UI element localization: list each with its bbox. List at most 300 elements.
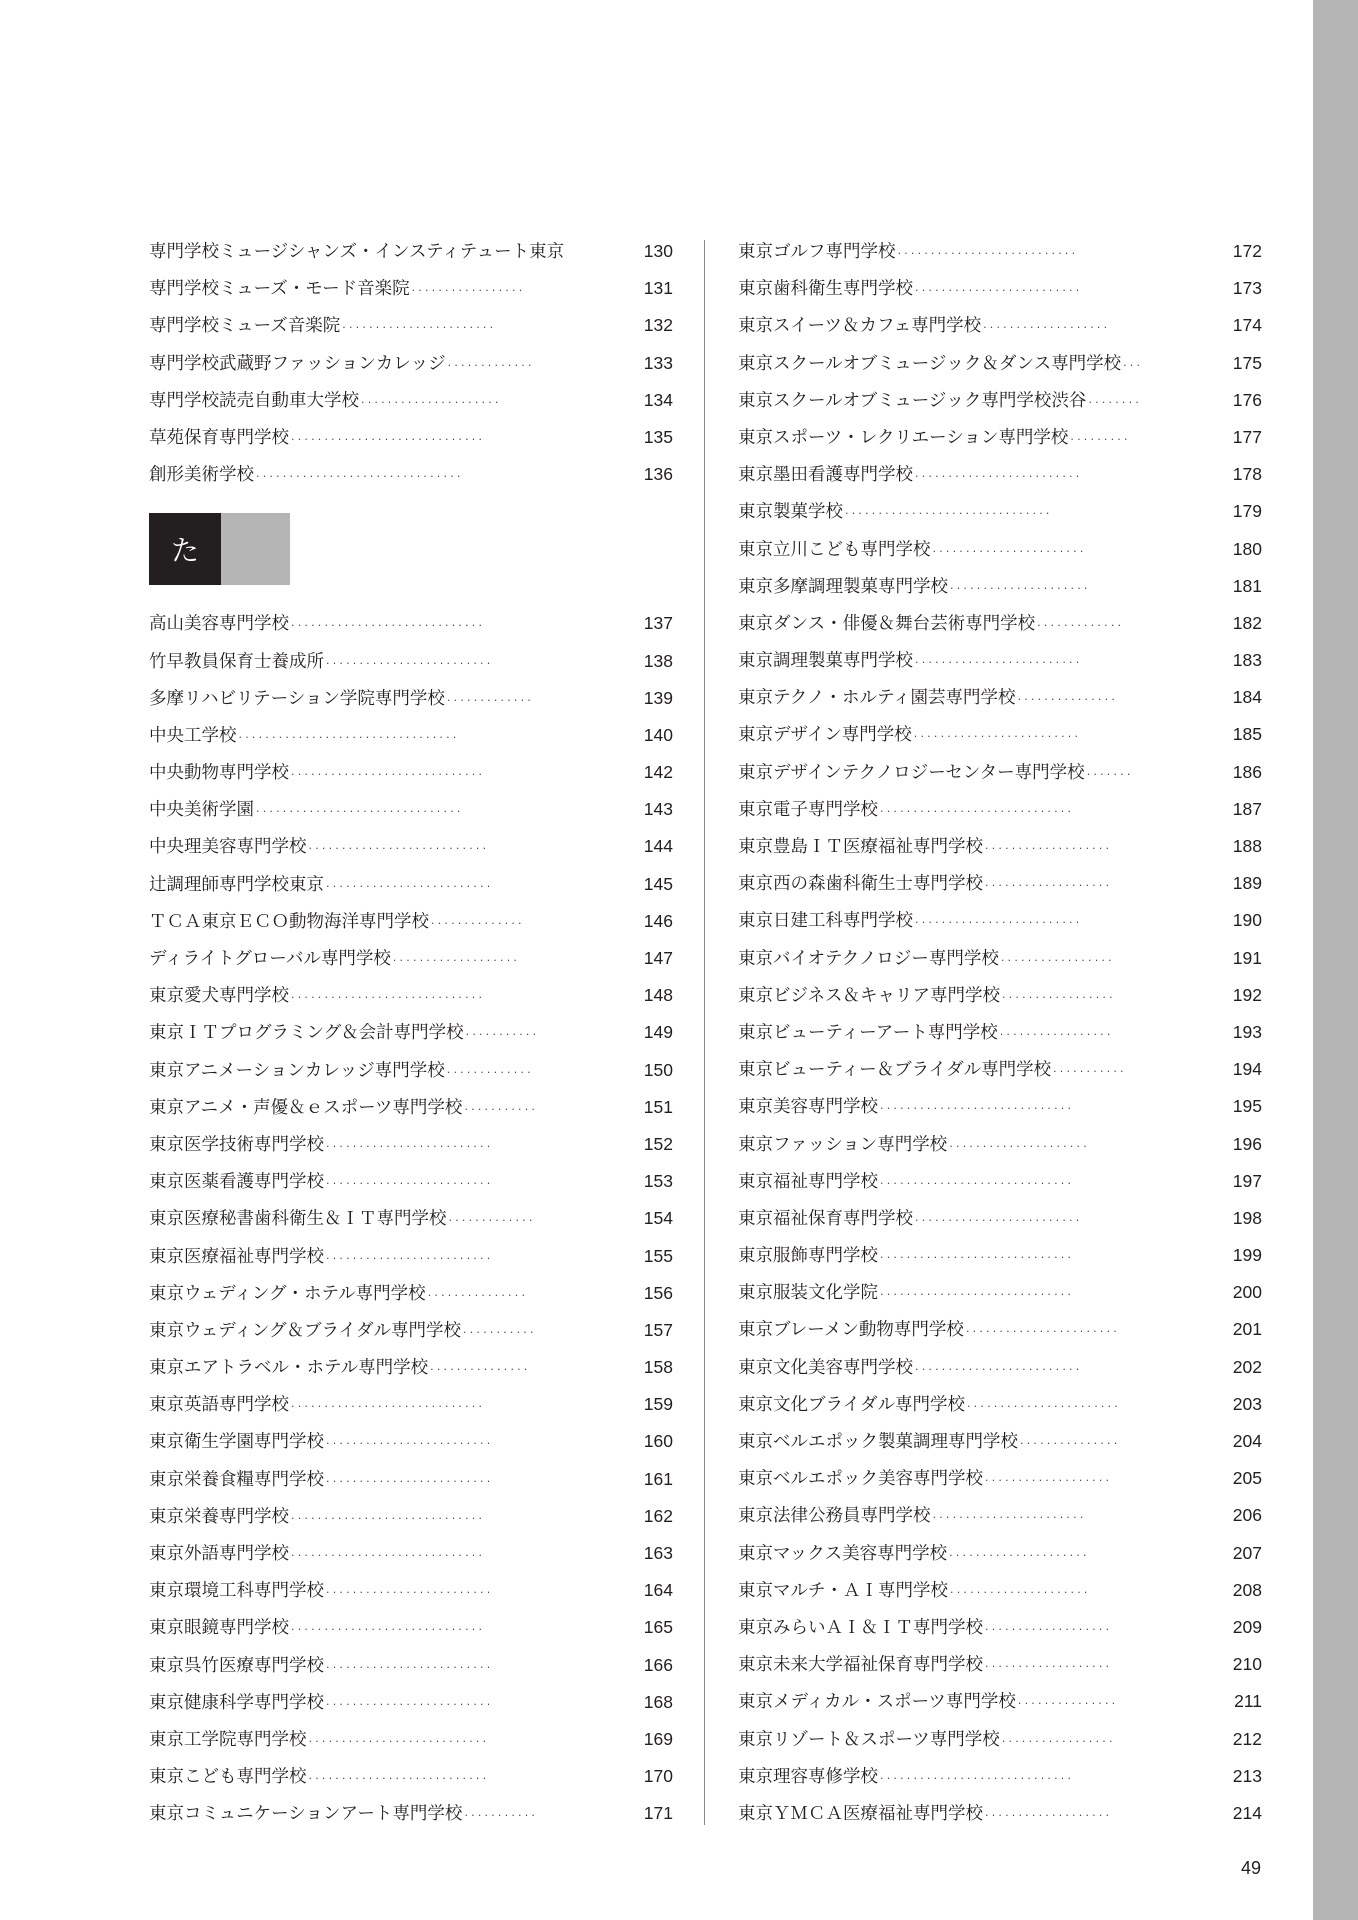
- school-name: 東京未来大学福祉保育専門学校: [738, 1655, 983, 1676]
- dot-leader: ···············: [427, 1288, 529, 1302]
- dot-leader: ·········: [1070, 432, 1131, 446]
- index-column-left: [149, 233, 673, 1833]
- index-entry: [738, 1237, 1262, 1274]
- entry-page-number: 139: [643, 687, 673, 708]
- school-name: 中央美術学園: [149, 800, 254, 821]
- index-entry: [738, 902, 1262, 939]
- dot-leader: ·····················: [949, 1139, 1090, 1153]
- school-name: 東京リゾート＆スポーツ専門学校: [738, 1729, 1000, 1750]
- dot-leader: ········: [1088, 395, 1143, 409]
- index-entry: [149, 1535, 673, 1572]
- entry-page-number: 196: [1232, 1133, 1262, 1154]
- index-entry: [149, 828, 673, 865]
- dot-leader: ·······························: [256, 470, 464, 484]
- index-entry: [149, 1609, 673, 1646]
- dot-leader: ·······················: [932, 1511, 1087, 1525]
- school-name: 中央動物専門学校: [149, 763, 289, 784]
- dot-leader: ···················: [985, 1808, 1113, 1822]
- index-entry: [738, 1683, 1262, 1720]
- index-entry: [149, 1721, 673, 1758]
- index-entry: [738, 642, 1262, 679]
- school-name: 高山美容専門学校: [149, 614, 289, 635]
- dot-leader: ···················: [983, 321, 1111, 335]
- dot-leader: ·····························: [291, 991, 486, 1005]
- school-name: 東京コミュニケーションアート専門学校: [149, 1804, 463, 1825]
- entry-page-number: 188: [1232, 836, 1262, 856]
- entry-page-number: 136: [643, 464, 673, 485]
- entry-page-number: 208: [1232, 1579, 1262, 1600]
- entry-page-number: 164: [643, 1580, 673, 1601]
- school-name: 東京理容専修学校: [738, 1766, 878, 1787]
- dot-leader: ·························: [326, 879, 494, 893]
- school-name: 東京文化ブライダル専門学校: [738, 1394, 965, 1415]
- entry-page-number: 161: [643, 1468, 673, 1489]
- index-entry: [149, 1052, 673, 1089]
- entry-page-number: 187: [1232, 798, 1262, 819]
- dot-leader: ·················: [1001, 1734, 1116, 1748]
- dot-leader: ·····························: [880, 1288, 1075, 1302]
- school-name: 東京健康科学専門学校: [149, 1692, 324, 1713]
- dot-leader: ·························: [326, 656, 494, 670]
- school-name: 東京美容専門学校: [738, 1097, 878, 1118]
- index-entry: [149, 1386, 673, 1423]
- dot-leader: ·························: [915, 656, 1083, 670]
- entry-page-number: 137: [643, 613, 673, 634]
- index-entry: [738, 1200, 1262, 1237]
- dot-leader: ·······················: [932, 544, 1087, 558]
- index-entry: [738, 531, 1262, 568]
- index-entry: [149, 1647, 673, 1684]
- index-entry: [149, 977, 673, 1014]
- entry-page-number: 140: [643, 724, 673, 745]
- index-entry: [738, 605, 1262, 642]
- entry-page-number: 209: [1232, 1616, 1262, 1637]
- index-entry: [738, 1088, 1262, 1125]
- dot-leader: ·························: [915, 1213, 1083, 1227]
- entry-page-number: 210: [1232, 1654, 1262, 1675]
- dot-leader: ·························: [915, 1362, 1083, 1376]
- school-name: 東京ブレーメン動物専門学校: [738, 1320, 964, 1341]
- entry-page-number: 203: [1232, 1393, 1262, 1414]
- school-name: 東京愛犬専門学校: [149, 986, 289, 1007]
- entry-page-number: 213: [1232, 1765, 1262, 1786]
- index-entry: [149, 903, 673, 940]
- entry-page-number: 157: [643, 1319, 673, 1340]
- entry-page-number: 206: [1232, 1505, 1262, 1526]
- index-entry: [738, 679, 1262, 716]
- index-entry: [149, 791, 673, 828]
- entry-page-number: 149: [643, 1022, 673, 1043]
- school-name: 専門学校ミューズ音楽院: [149, 316, 341, 337]
- dot-leader: ·················: [999, 1027, 1114, 1041]
- entry-page-number: 168: [643, 1691, 673, 1712]
- school-name: 東京墨田看護専門学校: [738, 465, 913, 486]
- index-entry: [738, 345, 1262, 382]
- entry-page-number: 189: [1232, 873, 1262, 894]
- index-entry: [738, 754, 1262, 791]
- entry-page-number: 133: [643, 352, 673, 373]
- entry-page-number: 150: [643, 1059, 673, 1080]
- entry-page-number: 180: [1232, 538, 1262, 559]
- dot-leader: ·····························: [291, 619, 486, 633]
- school-name: 東京電子専門学校: [738, 799, 878, 820]
- dot-leader: ···················: [392, 954, 521, 967]
- entry-page-number: 163: [643, 1543, 673, 1563]
- school-name: 東京ビューティー＆ブライダル専門学校: [738, 1060, 1052, 1081]
- index-entry: [738, 977, 1262, 1014]
- dot-leader: ·····················: [950, 1585, 1091, 1599]
- entry-page-number: 204: [1232, 1431, 1262, 1451]
- school-name: 東京ファッション専門学校: [738, 1134, 948, 1155]
- index-entry: [149, 1461, 673, 1498]
- dot-leader: ·························: [326, 1586, 494, 1600]
- entry-page-number: 183: [1232, 650, 1262, 671]
- entry-page-number: 151: [643, 1096, 673, 1117]
- dot-leader: ·····························: [291, 1623, 486, 1637]
- entry-page-number: 192: [1232, 984, 1262, 1005]
- dot-leader: ·············: [446, 1065, 534, 1079]
- dot-leader: ··············: [431, 916, 525, 930]
- school-name: 東京マックス美容専門学校: [738, 1543, 948, 1564]
- school-name: 東京福祉専門学校: [738, 1171, 878, 1192]
- entry-page-number: 195: [1232, 1096, 1262, 1117]
- dot-leader: ·················: [1001, 990, 1116, 1004]
- entry-page-number: 181: [1232, 575, 1262, 596]
- school-name: 東京工学院専門学校: [149, 1729, 307, 1750]
- school-name: 東京バイオテクノロジー専門学校: [738, 948, 999, 969]
- dot-leader: ·································: [238, 730, 460, 744]
- index-entry: [738, 1311, 1262, 1348]
- index-entry: [738, 456, 1262, 493]
- school-name: 東京ＩＴプログラミング＆会計専門学校: [149, 1023, 464, 1044]
- entry-page-number: 144: [643, 836, 673, 857]
- school-name: 東京医療秘書歯科衛生＆ＩＴ専門学校: [149, 1209, 447, 1230]
- school-name: 東京ベルエポック美容専門学校: [738, 1469, 983, 1490]
- school-name: 東京ゴルフ専門学校: [738, 242, 896, 262]
- school-name: 中央理美容専門学校: [149, 837, 307, 858]
- entry-page-number: 170: [643, 1766, 673, 1787]
- dot-leader: ···························: [897, 247, 1079, 260]
- entry-page-number: 176: [1232, 389, 1262, 410]
- school-name: 東京みらいＡＩ＆ＩＴ専門学校: [738, 1617, 983, 1638]
- dot-leader: ···················: [985, 879, 1113, 893]
- index-entry: [149, 1572, 673, 1609]
- dot-leader: ·························: [326, 1660, 494, 1674]
- index-entry: [149, 1238, 673, 1275]
- index-entry: [149, 1349, 673, 1386]
- dot-leader: ·························: [915, 470, 1083, 484]
- index-entry: [738, 1163, 1262, 1200]
- entry-page-number: 155: [643, 1245, 673, 1266]
- school-name: 草苑保育専門学校: [149, 427, 289, 448]
- index-entry: [738, 1126, 1262, 1163]
- index-entry: [149, 754, 673, 791]
- dot-leader: ···················: [985, 1622, 1113, 1636]
- school-name: 東京デザインテクノロジーセンター専門学校: [738, 762, 1085, 783]
- entry-page-number: 175: [1232, 352, 1262, 373]
- entry-page-number: 165: [643, 1617, 673, 1638]
- index-entry: [149, 717, 673, 754]
- entry-page-number: 162: [643, 1505, 673, 1526]
- school-name: 東京スポーツ・レクリエーション専門学校: [738, 427, 1069, 448]
- dot-leader: ·······················: [342, 321, 497, 335]
- entry-list-right: [738, 233, 1262, 1832]
- school-name: 東京ビジネス＆キャリア専門学校: [738, 985, 1000, 1006]
- dot-leader: ···········: [1053, 1065, 1127, 1079]
- index-entry: [738, 716, 1262, 753]
- dot-leader: ·························: [913, 730, 1082, 744]
- school-name: 東京ダンス・俳優＆舞台芸術専門学校: [738, 613, 1036, 634]
- entry-page-number: 134: [643, 389, 673, 410]
- index-entry: [149, 1126, 673, 1163]
- school-name: 東京多摩調理製菓専門学校: [738, 576, 948, 597]
- entry-page-number: 193: [1232, 1021, 1262, 1042]
- dot-leader: ·························: [326, 1474, 494, 1488]
- school-name: 専門学校武蔵野ファッションカレッジ: [149, 353, 446, 374]
- entry-page-number: 198: [1232, 1207, 1262, 1228]
- index-entry: [149, 1163, 673, 1200]
- entry-page-number: 142: [643, 762, 673, 783]
- dot-leader: ·························: [326, 1251, 494, 1265]
- index-entry: [738, 270, 1262, 307]
- school-name: 東京アニメーションカレッジ専門学校: [149, 1060, 445, 1081]
- index-entry: [149, 643, 673, 680]
- school-name: 専門学校ミュージシャンズ・インスティテュート東京: [149, 242, 565, 262]
- school-name: ＴＣＡ東京ＥＣＯ動物海洋専門学校: [149, 911, 429, 932]
- index-entry: [738, 1423, 1262, 1460]
- index-entry: [149, 345, 673, 382]
- dot-leader: ·····························: [291, 768, 486, 782]
- dot-leader: ···························: [308, 1772, 490, 1786]
- index-entry: [738, 1014, 1262, 1051]
- dot-leader: ···················: [985, 1660, 1113, 1674]
- index-entry: [149, 382, 673, 419]
- dot-leader: ·························: [326, 1139, 494, 1153]
- school-name: ディライトグローバル専門学校: [149, 949, 391, 969]
- index-entry: [738, 791, 1262, 828]
- entry-page-number: 146: [643, 910, 673, 931]
- school-name: 東京こども専門学校: [149, 1767, 307, 1788]
- school-name: 東京医学技術専門学校: [149, 1134, 324, 1155]
- index-entry: [738, 1646, 1262, 1683]
- entry-page-number: 199: [1232, 1245, 1262, 1266]
- index-entry: [738, 1535, 1262, 1572]
- entry-page-number: 184: [1232, 687, 1262, 708]
- school-name: 専門学校読売自動車大学校: [149, 390, 359, 411]
- dot-leader: ·····························: [291, 1511, 486, 1525]
- index-entry: [149, 1795, 673, 1832]
- entry-list-bottom: [149, 605, 673, 1832]
- index-entry: [149, 866, 673, 903]
- dot-leader: ···························: [308, 1734, 490, 1748]
- entry-page-number: 131: [643, 278, 673, 299]
- school-name: 東京服装文化学院: [738, 1283, 878, 1304]
- side-index-tab: [1313, 0, 1358, 1920]
- dot-leader: ·············: [447, 358, 535, 372]
- school-name: 東京ＹＭＣＡ医療福祉専門学校: [738, 1803, 983, 1824]
- dot-leader: ···········: [464, 1102, 539, 1116]
- entry-page-number: 197: [1232, 1170, 1262, 1191]
- entry-page-number: 143: [643, 799, 673, 820]
- entry-page-number: 159: [643, 1394, 673, 1415]
- school-name: 東京メディカル・スポーツ専門学校: [738, 1692, 1016, 1713]
- section-kana: た: [149, 513, 221, 585]
- entry-page-number: 158: [643, 1357, 673, 1378]
- index-entry: [738, 1572, 1262, 1609]
- dot-leader: ···············: [430, 1363, 531, 1377]
- index-entry: [149, 1423, 673, 1460]
- entry-page-number: 178: [1232, 464, 1262, 485]
- dot-leader: ···········: [465, 1028, 540, 1042]
- school-name: 東京歯科衛生専門学校: [738, 279, 913, 300]
- school-name: 東京テクノ・ホルティ園芸専門学校: [738, 688, 1016, 709]
- school-name: 東京衛生学園専門学校: [149, 1432, 324, 1453]
- entry-page-number: 132: [643, 315, 673, 336]
- dot-leader: ·························: [915, 916, 1083, 930]
- dot-leader: ·················: [411, 284, 526, 298]
- dot-leader: ···········: [464, 1809, 539, 1823]
- entry-page-number: 190: [1232, 910, 1262, 931]
- school-name: 東京外語専門学校: [149, 1544, 289, 1564]
- index-entry: [738, 382, 1262, 419]
- dot-leader: ·······················: [966, 1399, 1122, 1413]
- dot-leader: ·························: [915, 284, 1083, 298]
- entry-page-number: 145: [643, 873, 673, 894]
- dot-leader: ···············: [1017, 1697, 1119, 1711]
- index-entry: [149, 940, 673, 977]
- index-entry: [738, 419, 1262, 456]
- entry-page-number: 174: [1232, 315, 1262, 336]
- entry-page-number: 194: [1232, 1059, 1262, 1080]
- dot-leader: ·······························: [845, 507, 1053, 521]
- index-entry: [149, 1200, 673, 1237]
- school-name: 東京立川こども専門学校: [738, 539, 931, 560]
- dot-leader: ···············: [1017, 693, 1119, 707]
- school-name: 東京医療福祉専門学校: [149, 1246, 324, 1267]
- index-entry: [149, 270, 673, 307]
- school-name: 中央工学校: [149, 725, 237, 746]
- entry-list-top: [149, 233, 673, 493]
- index-entry: [149, 1498, 673, 1535]
- school-name: 東京ベルエポック製菓調理専門学校: [738, 1432, 1018, 1452]
- index-entry: [738, 233, 1262, 270]
- dot-leader: ···························: [308, 842, 490, 856]
- dot-leader: ···········: [463, 1325, 537, 1339]
- dot-leader: ·····························: [880, 1771, 1075, 1785]
- entry-page-number: 211: [1234, 1691, 1262, 1712]
- school-name: 専門学校ミューズ・モード音楽院: [149, 279, 410, 300]
- entry-page-number: 147: [643, 948, 673, 968]
- dot-leader: ·············: [446, 693, 534, 707]
- page-number: 49: [1240, 1858, 1261, 1878]
- school-name: 多摩リハビリテーション学院専門学校: [149, 688, 445, 709]
- index-entry: [149, 1014, 673, 1051]
- school-name: 辻調理師専門学校東京: [149, 874, 324, 895]
- entry-page-number: 182: [1232, 612, 1262, 633]
- school-name: 東京豊島ＩＴ医療福祉専門学校: [738, 837, 983, 857]
- index-entry: [149, 419, 673, 456]
- entry-page-number: 138: [643, 650, 673, 671]
- dot-leader: ···: [1123, 358, 1144, 372]
- school-name: 東京服飾専門学校: [738, 1246, 878, 1267]
- dot-leader: ···············: [1020, 1437, 1121, 1450]
- school-name: 東京デザイン専門学校: [738, 725, 912, 746]
- index-entry: [738, 1497, 1262, 1534]
- column-divider: [704, 240, 705, 1825]
- school-name: 東京スクールオブミュージック専門学校渋谷: [738, 390, 1087, 411]
- school-name: 東京ウェディング・ホテル専門学校: [149, 1283, 426, 1304]
- entry-page-number: 154: [643, 1208, 673, 1229]
- entry-page-number: 179: [1232, 501, 1262, 522]
- dot-leader: ·····················: [949, 1548, 1090, 1562]
- entry-page-number: 201: [1232, 1319, 1262, 1340]
- dot-leader: ·························: [326, 1437, 494, 1451]
- entry-page-number: 153: [643, 1171, 673, 1192]
- school-name: 東京日建工科専門学校: [738, 911, 913, 932]
- entry-page-number: 212: [1232, 1728, 1262, 1749]
- dot-leader: ·······················: [965, 1325, 1120, 1339]
- dot-leader: ·······························: [256, 805, 464, 819]
- index-entry: [738, 1460, 1262, 1497]
- dot-leader: ·············: [448, 1214, 536, 1228]
- school-name: 東京栄養専門学校: [149, 1506, 289, 1527]
- index-entry: [738, 1349, 1262, 1386]
- dot-leader: ·············: [1037, 618, 1125, 632]
- section-header-bar: [221, 513, 290, 585]
- dot-leader: ·······: [1086, 767, 1134, 781]
- dot-leader: ·················: [1000, 953, 1115, 967]
- entry-page-number: 214: [1232, 1802, 1262, 1823]
- school-name: 東京アニメ・声優＆ｅスポーツ専門学校: [149, 1097, 463, 1118]
- school-name: 東京マルチ・ＡＩ専門学校: [738, 1580, 948, 1601]
- entry-page-number: 185: [1232, 724, 1262, 745]
- school-name: 東京ビューティーアート専門学校: [738, 1022, 998, 1043]
- entry-page-number: 172: [1232, 241, 1262, 261]
- index-entry: [149, 1089, 673, 1126]
- school-name: 東京英語専門学校: [149, 1395, 289, 1416]
- dot-leader: ·····················: [361, 395, 502, 409]
- school-name: 東京福祉保育専門学校: [738, 1208, 913, 1229]
- index-entry: [738, 1721, 1262, 1758]
- entry-page-number: 207: [1232, 1542, 1262, 1563]
- dot-leader: ·····························: [880, 1102, 1075, 1116]
- school-name: 東京医薬看護専門学校: [149, 1172, 324, 1193]
- dot-leader: ·····························: [291, 432, 486, 446]
- index-entry: [149, 1684, 673, 1721]
- entry-page-number: 156: [643, 1282, 673, 1303]
- index-entry: [149, 456, 673, 493]
- school-name: 東京眼鏡専門学校: [149, 1618, 289, 1639]
- dot-leader: ·····························: [880, 804, 1075, 818]
- dot-leader: ·························: [326, 1697, 494, 1711]
- index-entry: [149, 1758, 673, 1795]
- school-name: 東京調理製菓専門学校: [738, 651, 913, 672]
- index-entry: [149, 233, 673, 270]
- school-name: 創形美術学校: [149, 465, 254, 486]
- section-header-ta: [149, 513, 290, 585]
- entry-page-number: 173: [1232, 278, 1262, 299]
- school-name: 東京ウェディング＆ブライダル専門学校: [149, 1320, 462, 1341]
- school-name: 竹早教員保育士養成所: [149, 651, 324, 672]
- dot-leader: ···················: [985, 1474, 1113, 1488]
- index-entry: [738, 1609, 1262, 1646]
- entry-page-number: 166: [643, 1654, 673, 1675]
- index-entry: [149, 1275, 673, 1312]
- index-entry: [738, 828, 1262, 865]
- index-entry: [149, 307, 673, 344]
- entry-page-number: 135: [643, 426, 673, 447]
- entry-page-number: 205: [1232, 1468, 1262, 1489]
